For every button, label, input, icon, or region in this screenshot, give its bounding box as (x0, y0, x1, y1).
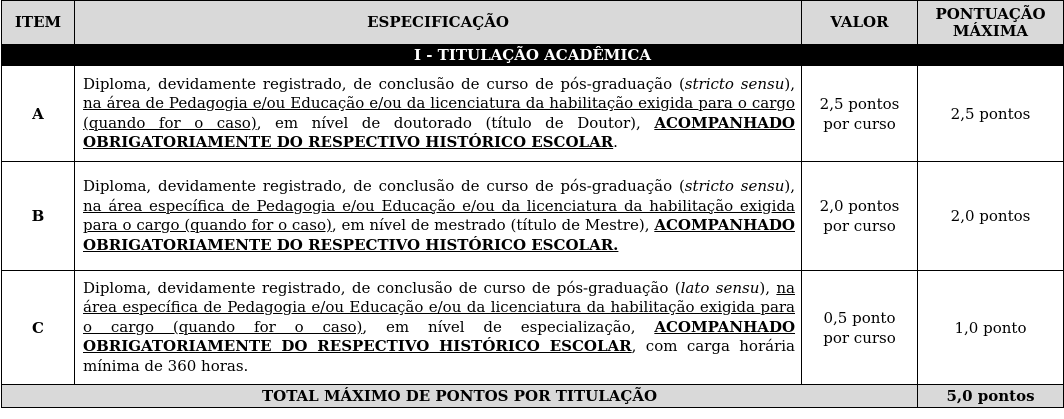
spec-italic: stricto sensu (684, 74, 785, 93)
max-cell: 2,5 pontos (918, 66, 1064, 162)
spec-cell (75, 66, 802, 162)
header-row (2, 1, 1064, 45)
max-cell: 2,0 pontos (918, 162, 1064, 271)
item-letter: A (2, 66, 75, 162)
total-value: 5,0 pontos (918, 385, 1064, 408)
spec-cell (75, 271, 802, 385)
table-row (2, 66, 1064, 162)
table-row (2, 271, 1064, 385)
spec-lead: Diploma, devidamente registrado, de conclusão de curso de pós-graduação ( (83, 278, 681, 297)
spec-tail: . (613, 133, 618, 151)
total-label: TOTAL MÁXIMO DE PONTOS POR TITULAÇÃO (2, 385, 918, 408)
header-spec: ESPECIFICAÇÃO (75, 1, 802, 45)
valor-line1: 2,5 pontos (819, 94, 900, 113)
valor-cell (802, 66, 918, 162)
spec-cell (75, 162, 802, 271)
spec-bold: ACOMPANHADO OBRIGATORIAMENTE DO RESPECTIVO HISTÓRICO ESCOLAR. (83, 216, 795, 254)
valor-cell (802, 162, 918, 271)
spec-italic: stricto sensu (684, 177, 785, 195)
valor-line2: por curso (823, 328, 896, 347)
spec-bold: ACOMPANHADO OBRIGATORIAMENTE DO RESPECTIVO HISTÓRICO ESCOLAR (83, 113, 795, 151)
item-letter: B (2, 162, 75, 271)
valor-line2: por curso (823, 217, 896, 235)
section-title: I - TITULAÇÃO ACADÊMICA (2, 45, 1064, 66)
spec-italic: lato sensu (680, 278, 760, 297)
max-cell: 1,0 ponto (918, 271, 1064, 385)
spec-close: ), (784, 74, 795, 93)
spec-lead: Diploma, devidamente registrado, de conclusão de curso de pós-graduação ( (83, 177, 685, 195)
spec-lead: Diploma, devidamente registrado, de conclusão de curso de pós-graduação ( (83, 74, 685, 93)
header-max (918, 1, 1064, 45)
spec-middle: , em nível de especialização, (362, 317, 655, 336)
spec-close: ), (759, 278, 771, 297)
header-item: ITEM (2, 1, 75, 45)
header-valor: VALOR (802, 1, 918, 45)
header-max-line1: PONTUAÇÃO (935, 4, 1046, 23)
table-row (2, 162, 1064, 271)
valor-line1: 2,0 pontos (819, 197, 900, 215)
spec-underlined: na área específica de Pedagogia e/ou Educação e/ou da licenciatura da habilitação exigida para o cargo (quando for o caso) (83, 278, 795, 336)
spec-tail: , com carga horária mínima de 360 horas. (83, 337, 795, 375)
item-letter: C (2, 271, 75, 385)
spec-middle: , em nível de mestrado (título de Mestre), (331, 216, 655, 234)
valor-line1: 0,5 ponto (823, 308, 896, 327)
spec-middle: , em nível de doutorado (título de Doutor), (256, 113, 655, 132)
section-row (2, 45, 1064, 66)
valor-line2: por curso (823, 114, 896, 133)
titulation-table (1, 0, 1064, 408)
total-row (2, 385, 1064, 408)
valor-cell (802, 271, 918, 385)
spec-underlined: na área de Pedagogia e/ou Educação e/ou da licenciatura da habilitação exigida para o cargo (quando for o caso) (83, 94, 795, 132)
spec-bold: ACOMPANHADO OBRIGATORIAMENTE DO RESPECTIVO HISTÓRICO ESCOLAR (83, 317, 796, 356)
spec-close: ), (784, 177, 795, 195)
spec-underlined: na área específica de Pedagogia e/ou Educação e/ou da licenciatura da habilitação exigida para o cargo (quando for o caso) (83, 196, 795, 234)
header-max-line2: MÁXIMA (952, 21, 1029, 40)
